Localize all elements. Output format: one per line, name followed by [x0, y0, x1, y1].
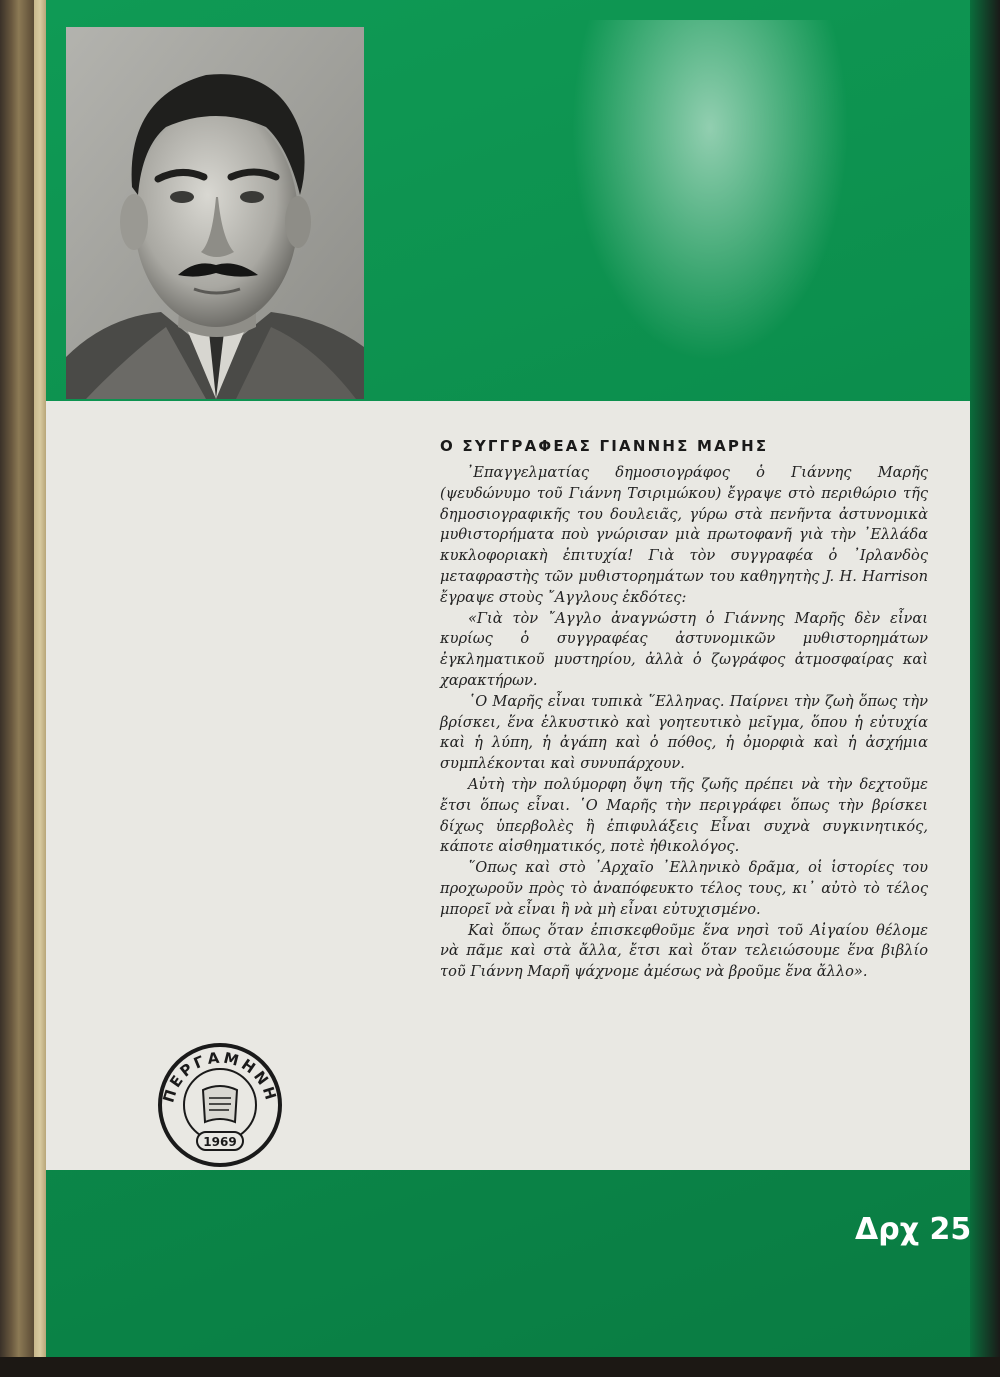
book-spine — [0, 0, 34, 1377]
cover-edge — [970, 0, 1000, 1377]
publisher-seal — [155, 1040, 285, 1170]
bio-paragraph: ᾿Επαγγελματίας δημοσιογράφος ὁ Γιάννης Μαρῆς (ψευδώνυμο τοῦ Γιάννη Τσιριμώκου) ἔγραψε στὸ περιθώριο τῆς δημοσιογραφικῆς του δουλειᾶς, γύρω στὰ πενῆντα ἀστυνομικὰ μυθιστορήματα ποὺ γνώρισαν μιὰ πρωτοφανῆ γιὰ τὴν ᾿Ελλάδα κυκλοφοριακὴ ἐπιτυχία! Γιὰ τὸν συγγραφέα ὁ ᾿Ιρλανδὸς μεταφραστὴς τῶν μυθιστορημάτων του καθηγητὴς J. H. Harrison ἔγραψε στοὺς ῎Αγγλους ἐκδότες: — [440, 464, 928, 606]
author-bio — [440, 463, 928, 983]
bio-paragraph: ῞Οπως καὶ στὸ ᾿Αρχαῖο ᾿Ελληνικὸ δρᾶμα, οἱ ἱστορίες του προχωροῦν πρὸς τὸ ἀναπόφευκτο τέλος τους, κι᾿ αὐτὸ τὸ τέλος μπορεῖ νὰ εἶναι ἢ νὰ μὴ εἶναι εὐτυχισμένο. — [440, 859, 928, 918]
bio-paragraph: Καὶ ὅπως ὅταν ἐπισκεφθοῦμε ἕνα νησὶ τοῦ Αἰγαίου θέλομε νὰ πᾶμε καὶ στὰ ἄλλα, ἔτσι καὶ ὅταν τελειώσουμε ἕνα βιβλίο τοῦ Γιάννη Μαρῆ ψάχνομε ἀμέσως νὰ βροῦμε ἕνα ἄλλο». — [440, 921, 928, 981]
price-label: Δρχ 25 — [855, 1212, 972, 1247]
bio-paragraph: Αὐτὴ τὴν πολύμορφη ὄψη τῆς ζωῆς πρέπει νὰ τὴν δεχτοῦμε ἔτσι ὅπως εἶναι. ῾Ο Μαρῆς τὴν περιγράφει ὅπως τὴν βρίσκει δίχως ὑπερβολὲς ἢ ἐπιφυλάξεις Εἶναι συχνὰ συγκινητικός, κάποτε αἰσθηματικός, ποτὲ ἠθικολόγος. — [440, 775, 928, 856]
page-title: Ο ΣΥΓΓΡΑΦΕΑΣ ΓΙΑΝΝΗΣ ΜΑΡΗΣ — [440, 437, 769, 455]
author-photo — [66, 27, 364, 399]
page-edge — [34, 0, 46, 1377]
bio-paragraph: ῾Ο Μαρῆς εἶναι τυπικὰ ῞Ελληνας. Παίρνει τὴν ζωὴ ὅπως τὴν βρίσκει, ἕνα ἑλκυστικὸ καὶ γοητευτικὸ μεῖγμα, ὅπου ἡ εὐτυχία καὶ ἡ λύπη, ἡ ἀγάπη καὶ ὁ πόθος, ἡ ὀμορφιὰ καὶ ἡ ἀσχήμια συμπλέκονται καὶ συνυπάρχουν. — [440, 692, 928, 773]
seal-text: ΠΕΡΓΑΜΗΝΗ — [159, 1048, 281, 1105]
seal-year: 1969 — [203, 1135, 237, 1149]
table-surface — [0, 1357, 1000, 1377]
bio-paragraph: «Γιὰ τὸν ῎Αγγλο ἀναγνώστη ὁ Γιάννης Μαρῆς δὲν εἶναι κυρίως ὁ συγγραφέας ἀστυνομικῶν μυθιστορημάτων ἐγκληματικοῦ μυστηρίου, ἀλλὰ ὁ ζωγράφος ἀτμοσφαίρας καὶ χαρακτήρων. — [440, 609, 928, 689]
